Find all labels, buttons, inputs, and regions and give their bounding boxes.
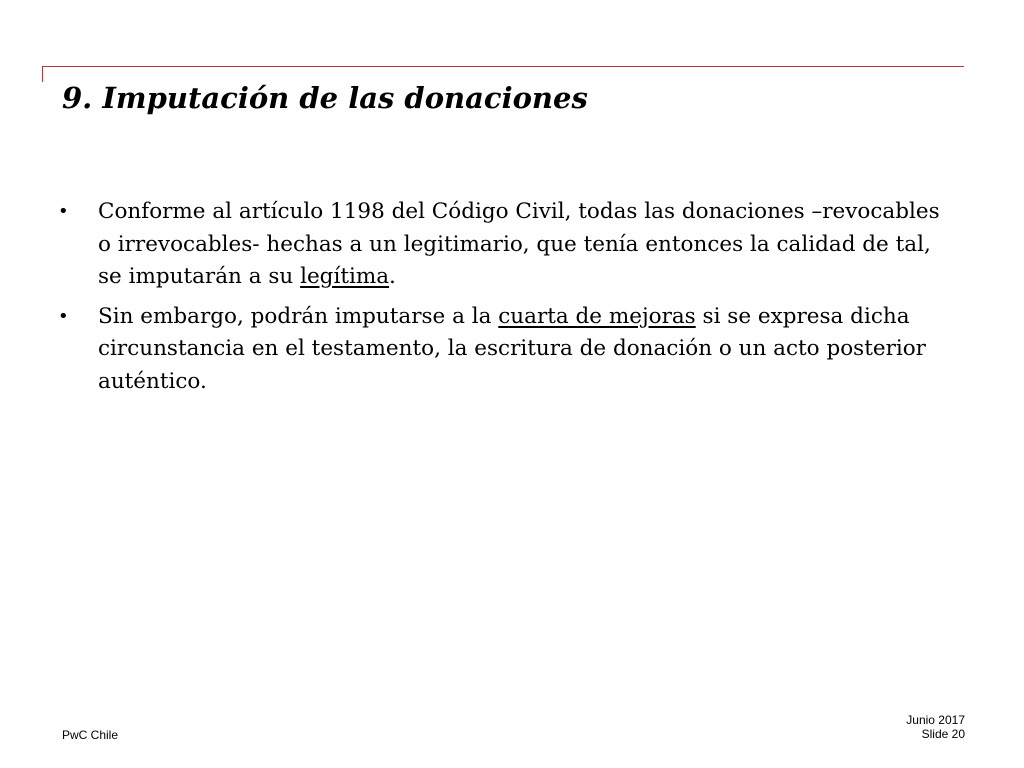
- footer-date: Junio 2017: [906, 713, 965, 727]
- slide-title: 9. Imputación de las donaciones: [62, 81, 588, 115]
- underlined-term-cuarta-de-mejoras: cuarta de mejoras: [498, 303, 696, 329]
- bullet-list: [58, 196, 958, 405]
- footer-company: PwC Chile: [62, 728, 119, 742]
- bullet-marker: •: [58, 201, 69, 222]
- bullet-text-part: Conforme al artículo 1198 del Código Civil, todas las donaciones –revocables o irrevocables- hechas a un legitimario, que tenía entonces la calidad de tal, se imputarán a su: [98, 199, 940, 289]
- bullet-item: [58, 196, 958, 294]
- bullet-text-part: si se expresa dicha circunstancia en el testamento, la escritura de donación o un acto posterior auténtico.: [98, 303, 926, 394]
- bullet-marker: •: [58, 305, 69, 327]
- footer-meta: [906, 713, 965, 741]
- bullet-item: [58, 301, 958, 399]
- bullet-text-part: .: [389, 264, 396, 289]
- bullet-text-part: Sin embargo, podrán imputarse a la: [98, 303, 499, 329]
- title-rule-horizontal: [42, 66, 964, 67]
- underlined-term-legitima: legítima: [300, 264, 390, 289]
- title-rule-vertical: [42, 66, 43, 82]
- footer-slide-number: Slide 20: [921, 727, 965, 741]
